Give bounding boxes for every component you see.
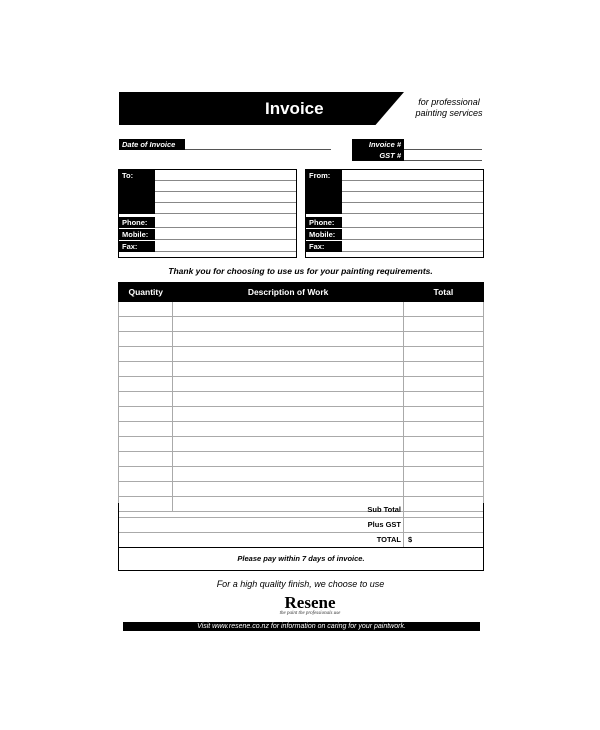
table-row [119, 362, 484, 377]
from-address-block [305, 169, 484, 258]
from-name-field[interactable] [342, 170, 483, 181]
quantity-cell[interactable] [119, 302, 173, 317]
to-mobile-label: Mobile: [119, 229, 155, 240]
from-fax-field[interactable] [342, 241, 483, 252]
table-row [119, 347, 484, 362]
description-cell[interactable] [173, 377, 403, 392]
table-body [119, 302, 484, 512]
from-row-4 [306, 203, 483, 214]
total-cell[interactable] [403, 392, 483, 407]
table-header-row [119, 283, 484, 302]
from-row-mobile [306, 229, 483, 240]
currency-symbol: $ [408, 535, 413, 544]
table-row [119, 482, 484, 497]
tagline [408, 97, 490, 119]
totals-block [118, 503, 484, 548]
description-cell[interactable] [173, 392, 403, 407]
from-label: From: [306, 170, 342, 181]
table-row [119, 377, 484, 392]
from-mobile-field[interactable] [342, 229, 483, 240]
quantity-cell[interactable] [119, 377, 173, 392]
to-name-field[interactable] [155, 170, 296, 181]
gst-number-field[interactable] [404, 150, 482, 161]
quantity-cell[interactable] [119, 482, 173, 497]
to-row-mobile [119, 229, 296, 240]
plus-gst-value[interactable] [403, 518, 483, 533]
from-mobile-label: Mobile: [306, 229, 342, 240]
to-address-line-3[interactable] [155, 203, 296, 214]
invoice-title: Invoice [265, 99, 324, 118]
from-row-3 [306, 192, 483, 203]
total-cell[interactable] [403, 452, 483, 467]
description-cell[interactable] [173, 482, 403, 497]
table-row [119, 407, 484, 422]
from-phone-field[interactable] [342, 217, 483, 228]
table-row [119, 392, 484, 407]
table-row [119, 437, 484, 452]
description-cell[interactable] [173, 362, 403, 377]
payment-note: Please pay within 7 days of invoice. [237, 554, 365, 563]
total-cell[interactable] [403, 482, 483, 497]
to-phone-label: Phone: [119, 217, 155, 228]
subtotal-value[interactable] [403, 503, 483, 518]
description-cell[interactable] [173, 302, 403, 317]
description-cell[interactable] [173, 332, 403, 347]
to-row-1 [119, 170, 296, 181]
total-cell[interactable] [403, 467, 483, 482]
to-row-fax [119, 241, 296, 252]
line-items-table [118, 282, 484, 512]
total-cell[interactable] [403, 377, 483, 392]
from-address-line-3[interactable] [342, 203, 483, 214]
description-cell[interactable] [173, 407, 403, 422]
col-quantity-header: Quantity [119, 283, 173, 302]
description-cell[interactable] [173, 422, 403, 437]
subtotal-row [119, 503, 483, 518]
to-mobile-field[interactable] [155, 229, 296, 240]
quantity-cell[interactable] [119, 362, 173, 377]
quantity-cell[interactable] [119, 437, 173, 452]
to-label: To: [119, 170, 155, 181]
payment-note-box [118, 547, 484, 571]
thank-you-message: Thank you for choosing to use us for your painting requirements. [168, 266, 433, 276]
total-cell[interactable] [403, 302, 483, 317]
invoice-number-field[interactable] [404, 139, 482, 150]
total-cell[interactable] [403, 437, 483, 452]
to-fax-label: Fax: [119, 241, 155, 252]
to-address-block [118, 169, 297, 258]
description-cell[interactable] [173, 317, 403, 332]
total-cell[interactable] [403, 422, 483, 437]
from-address-line-1[interactable] [342, 181, 483, 192]
visit-website-bar: Visit www.resene.co.nz for information on caring for your paintwork. [123, 622, 480, 631]
quantity-cell[interactable] [119, 317, 173, 332]
col-description-header: Description of Work [173, 283, 403, 302]
quantity-cell[interactable] [119, 347, 173, 362]
table-row [119, 422, 484, 437]
from-row-phone [306, 217, 483, 228]
to-phone-field[interactable] [155, 217, 296, 228]
from-phone-label: Phone: [306, 217, 342, 228]
from-row-1 [306, 170, 483, 181]
quantity-cell[interactable] [119, 332, 173, 347]
to-fax-field[interactable] [155, 241, 296, 252]
to-address-line-1[interactable] [155, 181, 296, 192]
table-row [119, 452, 484, 467]
total-value[interactable] [403, 533, 483, 548]
total-label: TOTAL [376, 535, 401, 544]
plus-gst-row [119, 518, 483, 533]
total-cell[interactable] [403, 362, 483, 377]
description-cell[interactable] [173, 467, 403, 482]
footer-quote: For a high quality finish, we choose to use [216, 579, 385, 589]
to-row-4 [119, 203, 296, 214]
total-cell[interactable] [403, 332, 483, 347]
table-row [119, 332, 484, 347]
quantity-cell[interactable] [119, 467, 173, 482]
from-address-line-2[interactable] [342, 192, 483, 203]
description-cell[interactable] [173, 437, 403, 452]
table-row [119, 467, 484, 482]
gst-number-label: GST # [352, 150, 404, 161]
tagline-line-2: painting services [415, 108, 483, 118]
from-fax-label: Fax: [306, 241, 342, 252]
table-row [119, 317, 484, 332]
description-cell[interactable] [173, 452, 403, 467]
to-row-phone [119, 217, 296, 228]
from-row-fax [306, 241, 483, 252]
date-of-invoice-label: Date of Invoice [119, 139, 185, 150]
total-cell[interactable] [403, 347, 483, 362]
total-cell[interactable] [403, 407, 483, 422]
quantity-cell[interactable] [119, 422, 173, 437]
to-address-line-2[interactable] [155, 192, 296, 203]
plus-gst-label: Plus GST [367, 520, 401, 529]
table-row [119, 302, 484, 317]
to-row-2 [119, 181, 296, 192]
from-row-2 [306, 181, 483, 192]
date-of-invoice-field[interactable] [185, 139, 331, 150]
to-row-3 [119, 192, 296, 203]
quantity-cell[interactable] [119, 392, 173, 407]
quantity-cell[interactable] [119, 452, 173, 467]
total-cell[interactable] [403, 317, 483, 332]
subtotal-label: Sub Total [367, 505, 401, 514]
resene-tagline: the paint the professionals use [279, 611, 341, 616]
col-total-header: Total [403, 283, 483, 302]
tagline-line-1: for professional [418, 97, 480, 107]
total-row [119, 533, 483, 548]
quantity-cell[interactable] [119, 407, 173, 422]
description-cell[interactable] [173, 347, 403, 362]
invoice-number-label: Invoice # [352, 139, 404, 150]
resene-logo: Resene [284, 593, 336, 612]
